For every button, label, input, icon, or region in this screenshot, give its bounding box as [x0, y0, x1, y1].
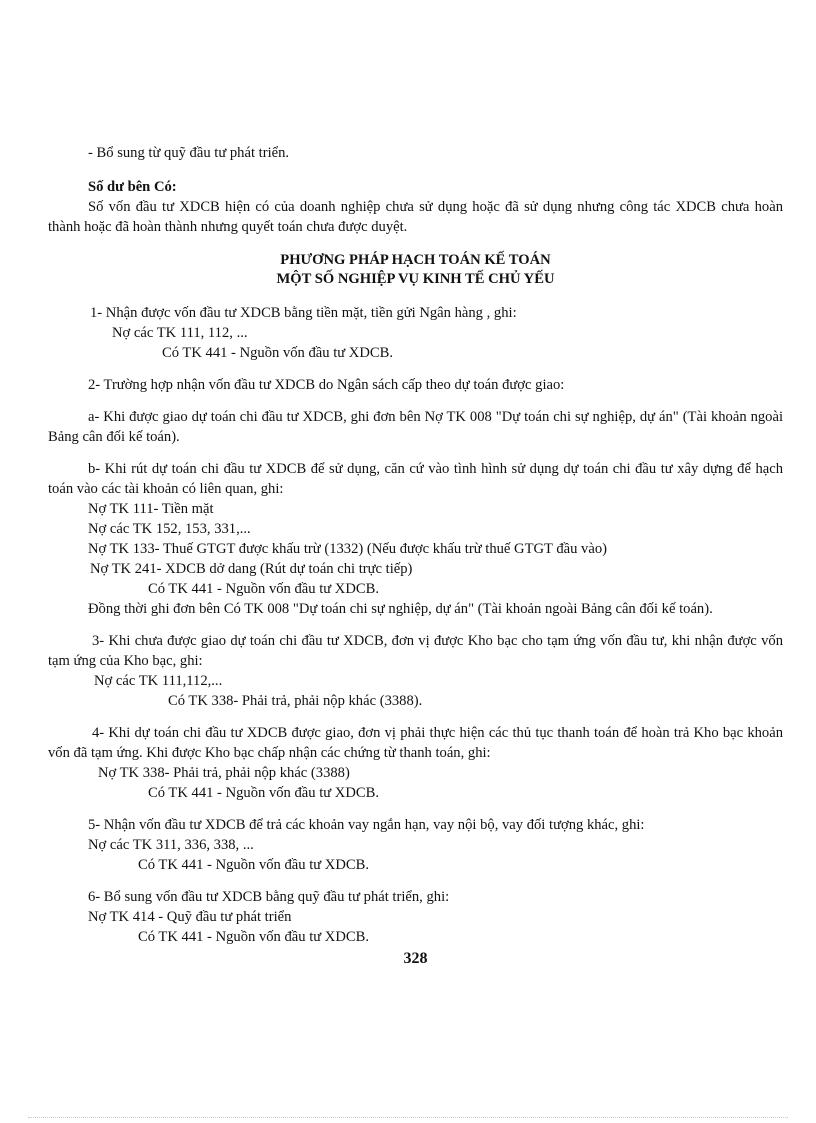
credit-balance-heading: Số dư bên Có:	[88, 179, 177, 195]
item2-b: b- Khi rút dự toán chi đầu tư XDCB để sử dụng, căn cứ vào tình hình sử dụng dự toán chi đầu tư xây dựng để hạch toán vào các tài khoản có liên quan, ghi:	[48, 461, 783, 497]
section-heading-line2: MỘT SỐ NGHIỆP VỤ KINH TẾ CHỦ YẾU	[276, 271, 555, 287]
item2-b-credit: Có TK 441 - Nguồn vốn đầu tư XDCB.	[148, 581, 380, 597]
item3-debit: Nợ các TK 111,112,...	[94, 673, 223, 689]
item2-b-line2: Nợ các TK 152, 153, 331,...	[88, 521, 251, 537]
item2-b-line4: Nợ TK 241- XDCB dở dang (Rút dự toán chi trực tiếp)	[90, 561, 413, 577]
item2-b-note: Đồng thời ghi đơn bên Có TK 008 "Dự toán chi sự nghiệp, dự án" (Tài khoản ngoài Bảng cân đối kế toán).	[88, 601, 713, 617]
item1-credit: Có TK 441 - Nguồn vốn đầu tư XDCB.	[162, 345, 394, 361]
item6-text: 6- Bổ sung vốn đầu tư XDCB bằng quỹ đầu tư phát triển, ghi:	[88, 889, 450, 905]
item4-credit: Có TK 441 - Nguồn vốn đầu tư XDCB.	[148, 785, 380, 801]
page-bottom-divider	[28, 1117, 788, 1118]
item5-debit: Nợ các TK 311, 336, 338, ...	[88, 837, 254, 853]
item2-a: a- Khi được giao dự toán chi đầu tư XDCB, ghi đơn bên Nợ TK 008 "Dự toán chi sự nghiệp, dự án" (Tài khoản ngoài Bảng cân đối kế toán).	[48, 409, 783, 445]
document-page	[48, 143, 783, 969]
item1-text: 1- Nhận được vốn đầu tư XDCB bằng tiền mặt, tiền gửi Ngân hàng , ghi:	[90, 305, 517, 321]
item5-text: 5- Nhận vốn đầu tư XDCB để trả các khoản vay ngắn hạn, vay nội bộ, vay đối tượng khác, ghi:	[88, 817, 645, 833]
item1-debit: Nợ các TK 111, 112, ...	[112, 325, 248, 341]
page-number: 328	[403, 950, 428, 967]
item4-debit: Nợ TK 338- Phải trả, phải nộp khác (3388)	[98, 765, 350, 781]
section-heading-line1: PHƯƠNG PHÁP HẠCH TOÁN KẾ TOÁN	[280, 252, 551, 268]
item6-credit: Có TK 441 - Nguồn vốn đầu tư XDCB.	[138, 929, 370, 945]
item2-text: 2- Trường hợp nhận vốn đầu tư XDCB do Ngân sách cấp theo dự toán được giao:	[88, 377, 565, 393]
item6-debit: Nợ TK 414 - Quỹ đầu tư phát triển	[88, 909, 292, 925]
item2-b-line1: Nợ TK 111- Tiền mặt	[88, 501, 214, 517]
item3-credit: Có TK 338- Phải trả, phải nộp khác (3388).	[168, 693, 423, 709]
item3-text: 3- Khi chưa được giao dự toán chi đầu tư XDCB, đơn vị được Kho bạc cho tạm ứng vốn đầu tư, khi nhận được vốn tạm ứng của Kho bạc, ghi:	[48, 633, 783, 669]
item4-text: 4- Khi dự toán chi đầu tư XDCB được giao, đơn vị phải thực hiện các thủ tục thanh toán để hoàn trả Kho bạc khoản vốn đã tạm ứng. Khi được Kho bạc chấp nhận các chứng từ thanh toán, ghi:	[48, 725, 783, 761]
credit-balance-text: Số vốn đầu tư XDCB hiện có của doanh nghiệp chưa sử dụng hoặc đã sử dụng nhưng công tác XDCB chưa hoàn thành hoặc đã hoàn thành nhưng quyết toán chưa được duyệt.	[48, 199, 783, 235]
item2-b-line3: Nợ TK 133- Thuế GTGT được khấu trừ (1332) (Nếu được khấu trừ thuế GTGT đầu vào)	[88, 541, 607, 557]
intro-line: - Bổ sung từ quỹ đầu tư phát triển.	[88, 145, 290, 161]
item5-credit: Có TK 441 - Nguồn vốn đầu tư XDCB.	[138, 857, 370, 873]
